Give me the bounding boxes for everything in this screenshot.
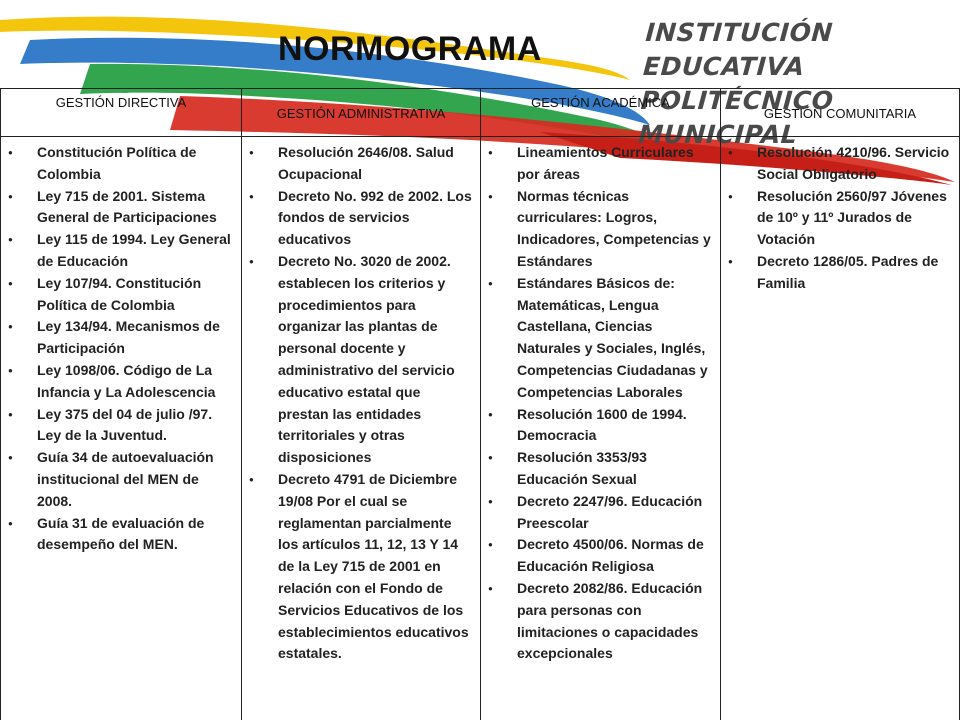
column-heading: GESTIÓN COMUNITARIA — [721, 89, 959, 137]
list-item: ● Ley 715 de 2001. Sistema General de Participaciones — [1, 186, 235, 230]
list-item: ● Ley 115 de 1994. Ley General de Educación — [1, 229, 235, 273]
list-item: ● Normas técnicas curriculares: Logros, Indicadores, Competencias y Estándares — [481, 186, 714, 273]
list-item: ● Guía 31 de evaluación de desempeño del MEN. — [1, 513, 235, 557]
column-heading: GESTIÓN ADMINISTRATIVA — [242, 89, 480, 137]
column-gestion-administrativa — [241, 89, 480, 720]
institution-line-2: POLITÉCNICO MUNICIPAL — [637, 86, 835, 149]
list-item: ● Ley 107/94. Constitución Política de Colombia — [1, 273, 235, 317]
column-heading: GESTIÓN DIRECTIVA — [1, 89, 241, 137]
list-item: ● Constitución Política de Colombia — [1, 142, 235, 186]
list-item: ● Ley 134/94. Mecanismos de Participación — [1, 316, 235, 360]
list-item: ● Decreto 4791 de Diciembre 19/08 Por el cual se reglamentan parcialmente los artículos 11, 12, 13 Y 14 de la Ley 715 de 2001 en relación con el Fondo de Servicios Educativos de los establecimientos educativos estatales. — [242, 469, 474, 665]
norm-list — [1, 137, 241, 556]
list-item: ● Estándares Básicos de: Matemáticas, Lengua Castellana, Ciencias Naturales y Sociales, Inglés, Competencias Ciudadanas y Competencias Laborales — [481, 273, 714, 404]
list-item: ● Lineamientos Curriculares por áreas — [481, 142, 714, 186]
list-item: ● Decreto 2082/86. Educación para personas con limitaciones o capacidades excepcionales — [481, 578, 714, 665]
list-item: ● Decreto No. 3020 de 2002. establecen los criterios y procedimientos para organizar las plantas de personal docente y administrativo del servicio educativo estatal que prestan las entidades territoriales y otras disposiciones — [242, 251, 474, 469]
column-gestion-directiva — [0, 89, 241, 720]
list-item: ● Resolución 3353/93 Educación Sexual — [481, 447, 714, 491]
normograma-table — [0, 88, 960, 720]
list-item: ● Guía 34 de autoevaluación institucional del MEN de 2008. — [1, 447, 235, 512]
list-item: ● Decreto 4500/06. Normas de Educación Religiosa — [481, 534, 714, 578]
list-item: ● Resolución 4210/96. Servicio Social Obligatorio — [721, 142, 953, 186]
list-item: ● Ley 375 del 04 de julio /97. Ley de la Juventud. — [1, 404, 235, 448]
column-gestion-comunitaria — [720, 89, 960, 720]
list-item: ● Resolución 2560/97 Jóvenes de 10º y 11º Jurados de Votación — [721, 186, 953, 251]
norm-list — [481, 137, 720, 665]
list-item: ● Decreto 1286/05. Padres de Familia — [721, 251, 953, 295]
page-title: NORMOGRAMA — [278, 30, 542, 68]
list-item: ● Ley 1098/06. Código de La Infancia y La Adolescencia — [1, 360, 235, 404]
list-item: ● Decreto 2247/96. Educación Preescolar — [481, 491, 714, 535]
norm-list — [242, 137, 480, 665]
list-item: ● Resolución 1600 de 1994. Democracia — [481, 404, 714, 448]
norm-list — [721, 137, 959, 295]
list-item: ● Decreto No. 992 de 2002. Los fondos de servicios educativos — [242, 186, 474, 251]
column-heading: GESTIÓN ACADÉMICA — [481, 89, 720, 137]
institution-line-1: INSTITUCIÓN EDUCATIVA — [642, 18, 834, 81]
column-gestion-academica — [480, 89, 720, 720]
list-item: ● Resolución 2646/08. Salud Ocupacional — [242, 142, 474, 186]
